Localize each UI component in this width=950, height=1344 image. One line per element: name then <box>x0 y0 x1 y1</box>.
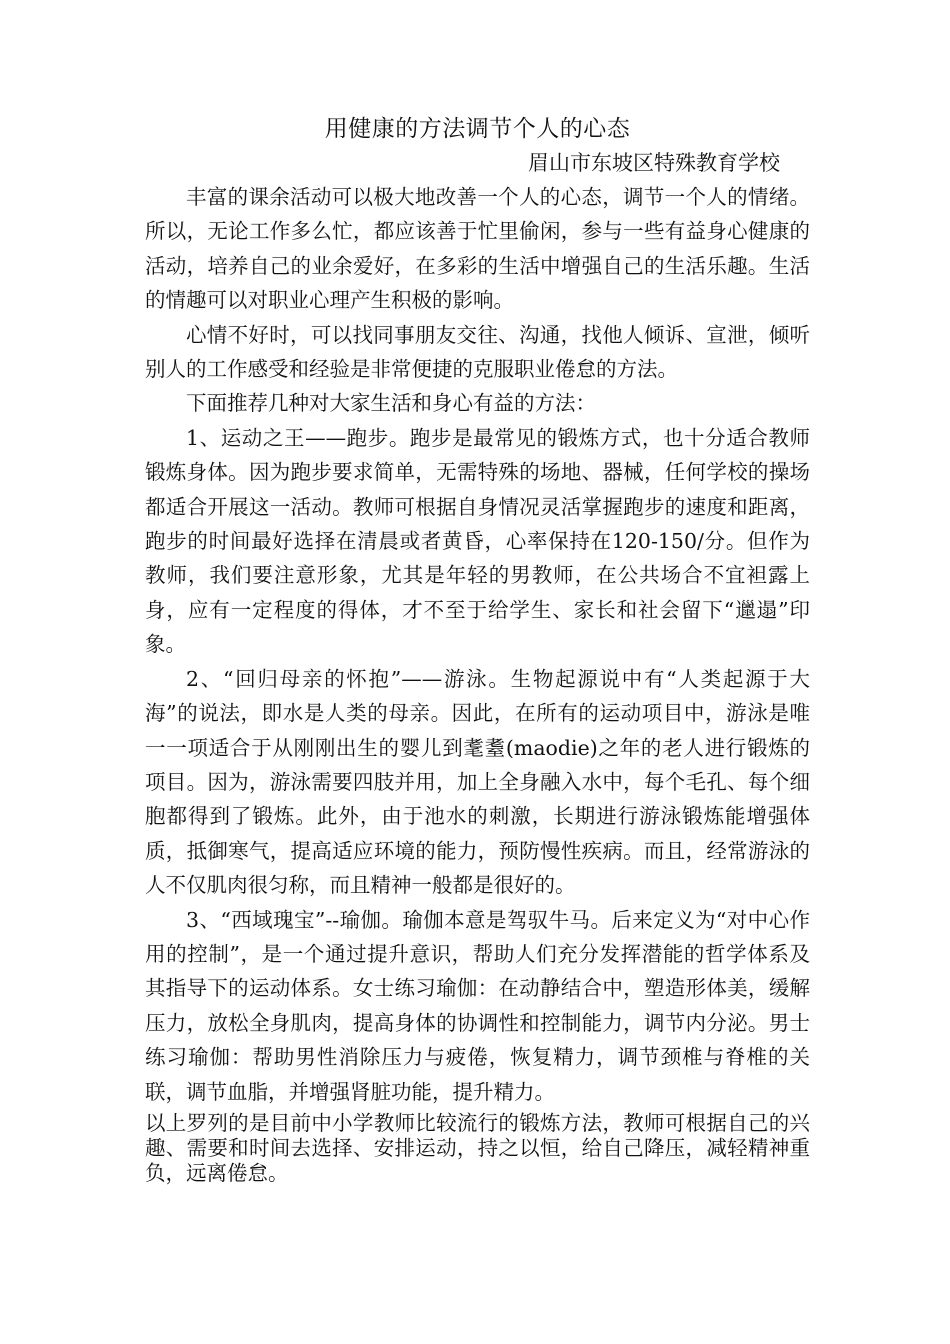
document-title: 用健康的方法调节个人的心态 <box>324 116 631 142</box>
document-page <box>145 112 810 1186</box>
paragraph-recommendation: 下面推荐几种对大家生活和身心有益的方法： <box>186 391 596 416</box>
document-organization: 眉山市东坡区特殊教育学校 <box>528 151 780 175</box>
paragraph-running: 1、运动之王——跑步。跑步是最常见的锻炼方式，也十分适合教师锻炼身体。因为跑步要求简单，无需特殊的场地、器械，任何学校的操场都适合开展这一活动。教师可根据自身情况灵活掌握跑步的速度和距离，跑步的时间最好选择在清晨或者黄昏，心率保持在120-150/分。但作为教师，我们要注意形象，尤其是年轻的男教师，在公共场合不宜袒露上身，应有一定程度的得体，才不至于给学生、家长和社会留下“邋遢”印象。 <box>145 425 810 657</box>
paragraph-yoga: 3、“西域瑰宝”--瑜伽。瑜伽本意是驾驭牛马。后来定义为“对中心作用的控制”，是一个通过提升意识，帮助人们充分发挥潜能的哲学体系及其指导下的运动体系。女士练习瑜伽：在动静结合中，塑造形体美，缓解压力，放松全身肌肉，提高身体的协调性和控制能力，调节内分泌。男士练习瑜伽：帮助男性消除压力与疲倦，恢复精力，调节颈椎与脊椎的关联，调节血脂，并增强肾脏功能，提升精力。 <box>145 907 810 1104</box>
paragraph-intro: 丰富的课余活动可以极大地改善一个人的心态，调节一个人的情绪。所以，无论工作多么忙，都应该善于忙里偷闲，参与一些有益身心健康的活动，培养自己的业余爱好，在多彩的生活中增强自己的生活乐趣。生活的情趣可以对职业心理产生积极的影响。 <box>145 185 810 313</box>
paragraph-swimming: 2、“回归母亲的怀抱”——游泳。生物起源说中有“人类起源于大海”的说法，即水是人类的母亲。因此，在所有的运动项目中，游泳是唯一一项适合于从刚刚出生的婴儿到耄耋(maodie)之年的老人进行锻炼的项目。因为，游泳需要四肢并用，加上全身融入水中，每个毛孔、每个细胞都得到了锻炼。此外，由于池水的刺激，长期进行游泳锻炼能增强体质，抵御寒气，提高适应环境的能力，预防慢性疾病。而且，经常游泳的人不仅肌肉很匀称，而且精神一般都是很好的。 <box>145 666 810 898</box>
paragraph-closing: 以上罗列的是目前中小学教师比较流行的锻炼方法，教师可根据自己的兴趣、需要和时间去选择、安排运动，持之以恒，给自己降压，减轻精神重负，远离倦怠。 <box>145 1110 810 1185</box>
paragraph-communication: 心情不好时，可以找同事朋友交往、沟通，找他人倾诉、宣泄，倾听别人的工作感受和经验是非常便捷的克服职业倦怠的方法。 <box>145 322 810 382</box>
